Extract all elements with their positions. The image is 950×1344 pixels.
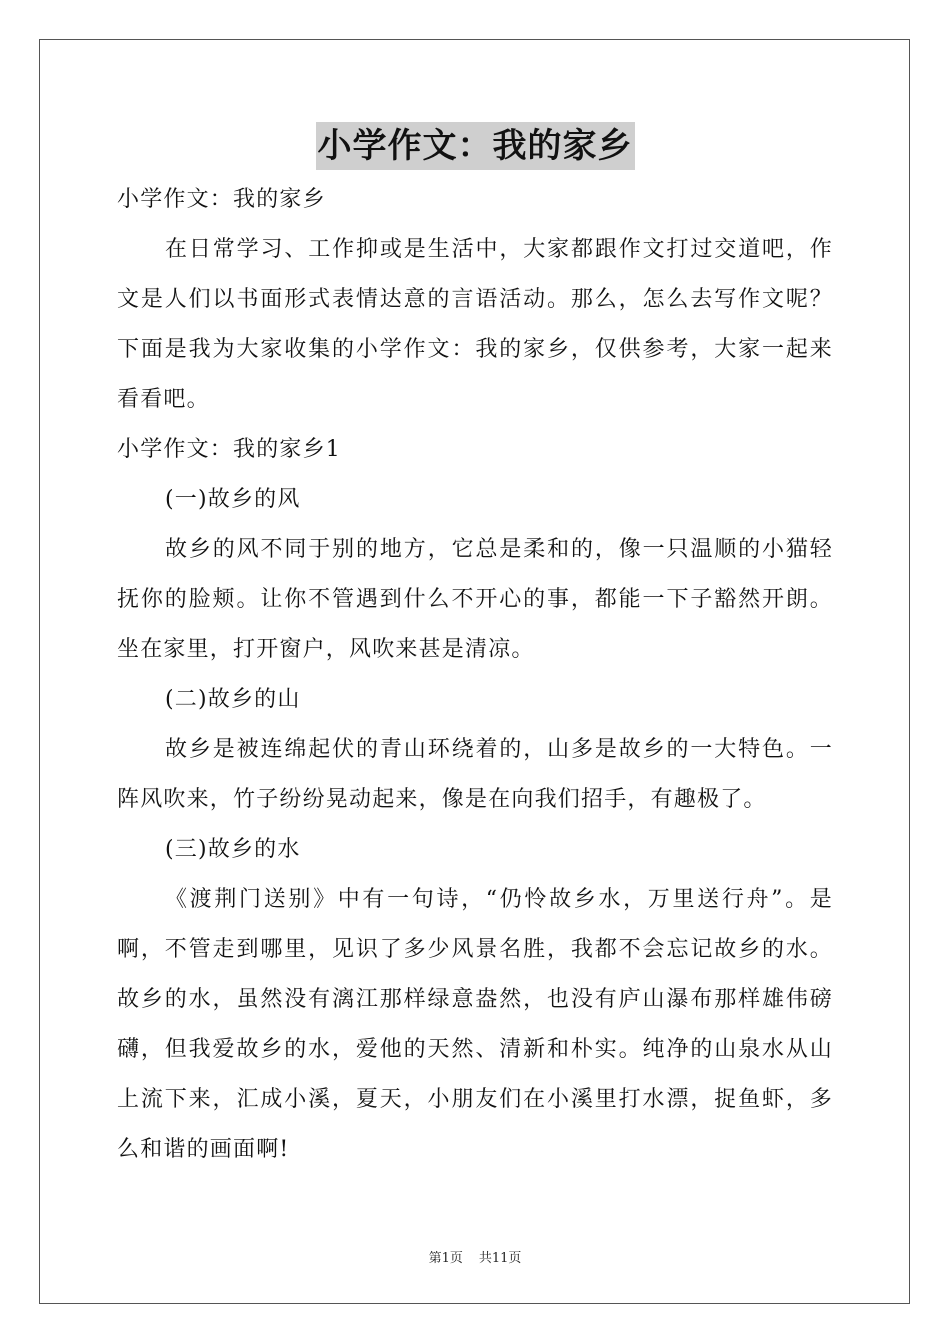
document-body (117, 175, 833, 1175)
paragraph-heading: 小学作文：我的家乡 (117, 187, 326, 212)
title-area (0, 122, 950, 170)
paragraph-mountain: 故乡是被连绵起伏的青山环绕着的，山多是故乡的一大特色。一阵风吹来，竹子纷纷晃动起来，像是在向我们招手，有趣极了。 (117, 737, 833, 812)
paragraph-wind: 故乡的风不同于别的地方，它总是柔和的，像一只温顺的小猫轻抚你的脸颊。让你不管遇到什么不开心的事，都能一下子豁然开朗。坐在家里，打开窗户，风吹来甚是清凉。 (117, 537, 833, 662)
paragraph-section-title: 小学作文：我的家乡1 (117, 437, 341, 462)
document-title: 小学作文：我的家乡 (316, 122, 635, 170)
paragraph-subheading-water: (三)故乡的水 (165, 837, 301, 862)
paragraph-subheading-wind: (一)故乡的风 (165, 487, 301, 512)
page-total: 共11页 (478, 1251, 522, 1266)
paragraph-water: 《渡荆门送别》中有一句诗，“仍怜故乡水，万里送行舟”。是啊，不管走到哪里，见识了多少风景名胜，我都不会忘记故乡的水。故乡的水，虽然没有漓江那样绿意盎然，也没有庐山瀑布那样雄伟磅礴，但我爱故乡的水，爱他的天然、清新和朴实。纯净的山泉水从山上流下来，汇成小溪，夏天，小朋友们在小溪里打水漂，捉鱼虾，多么和谐的画面啊! (117, 887, 833, 1162)
paragraph-intro: 在日常学习、工作抑或是生活中，大家都跟作文打过交道吧，作文是人们以书面形式表情达意的言语活动。那么，怎么去写作文呢？下面是我为大家收集的小学作文：我的家乡，仅供参考，大家一起来看看吧。 (117, 237, 833, 412)
page-footer (0, 1247, 950, 1266)
paragraph-subheading-mountain: (二)故乡的山 (165, 687, 301, 712)
page-number: 第1页 (428, 1251, 463, 1266)
